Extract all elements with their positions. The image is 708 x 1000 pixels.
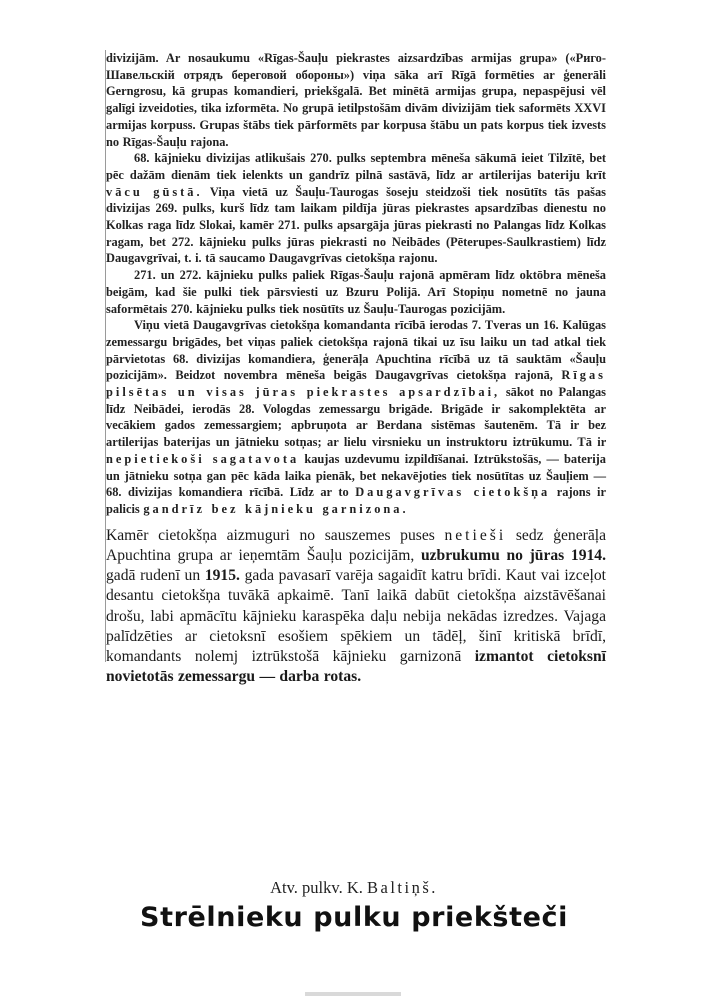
paragraph-4 (106, 317, 606, 517)
paragraph-5 (106, 526, 606, 688)
paragraph-2-text-a: 68. kājnieku divizijas atlikušais 270. pulks septembra mēneša sākumā ieiet Tilzītē, bet pēc dažām dienām tiek ielenkts un gandrīz pilnā sastāvā, līdz ar artilerijas bateriju krīt (106, 151, 606, 182)
paragraph-4-text-b: sākot no Palangas līdz Neibādei, ierodās 28. Vologdas zemessargu brigāde. Brigāde ir sakomplektēta ar vecākiem gados zemessargiem; apbruņota ar Berdana sistēmas šautenēm. Tā ir bez artilerijas baterijas un jātnieku sotņas; ar lielu virsnieku un instruktoru iztrūkumu. Tā ir (106, 385, 606, 450)
paragraph-5-bold-1: uzbrukumu no jūras 1914. (420, 546, 606, 564)
paragraph-2 (106, 150, 606, 267)
paragraph-4-text-a: Viņu vietā Daugavgrīvas cietokšņa komandanta rīcībā ierodas 7. Tveras un 16. Kalūgas zemessargu brigādes, bet viņas paliek cietokšņa rajonā tikai uz īsu laiku un tad atkal tiek pārvietotas 68. divizijas komandiera, ģenerāļa Apuchtina rīcībā uz tā sauktām «Šauļu pozicijām». Beidzot novembra mēneša beigās Daugavgrīvas cietokšņa rajonā, (106, 318, 606, 383)
paragraph-5-text-d: gada pavasarī varēja sagaidīt katru brīdi. Kaut vai izceļot desantu cietokšņa tuvākā apkaimē. Tanī laikā dabūt cietokšņa aizstāvēšanai drošu, labi apmācītu kājnieku karaspēka daļu nebija nekādas izredzes. Vajaga palīdzēties ar cietoksnī esošiem spēkiem un tādēļ, šinī kritiskā brīdī, komandants nolemj iztrūkstošā kājnieku garnizonā (106, 567, 606, 665)
paragraph-4-text-c: kaujas uzdevumu izpildīšanai. Iztrūkstošās, — baterija un jātnieku sotņa gan pēc kāda laika pienāk, bet nekavējoties tiek nosūtītas uz Šauļiem — 68. divizijas komandiera rīcībā. Līdz ar to (106, 451, 606, 500)
paragraph-2-text-b: Viņa vietā uz Šauļu-Taurogas šoseju steidzoši tiek nosūtīts tās pašas divizijas 269. pulks, kurš līdz tam laikam pildīja jūras piekrastes apsardzības dienestu no Kolkas raga līdz Slokai, kamēr 271. pulks apsargāja jūras piekrasti no Palangas līdz Kolkas ragam, bet 272. kājnieku pulks jūras piekrasti no Neibādes (Pēterupes-Saulkrastiem) līdz Daugavgrīvai, t. i. tā saucamo Daugavgrīvas cietokšņa rajonu. (106, 184, 606, 266)
paragraph-3-text: 271. un 272. kājnieku pulks paliek Rīgas-Šauļu rajonā apmēram līdz oktōbra mēneša beigām, kad šie pulki tiek pārsviesti uz Bzuru Poliјā. Arī Stopiņu nometnē no jauna saformētais 270. kājnieku pulks tiek nosūtīts uz Šauļu-Taurogas pozicijām. (106, 268, 606, 316)
paragraph-4-spaced-2: nepietiekoši sagatavota (106, 451, 300, 466)
paragraph-5-bold-3: izmantot cietoksnī novietotās zemessargu — darba rotas. (106, 647, 606, 686)
author-name: Baltiņš. (366, 878, 438, 897)
paragraph-1-text: divizijām. Ar nosaukumu «Rīgas-Šauļu piekrastes aizsardzības armijas grupa» («Риго-Шавельскій отрядъ береговой обороны») viņa sāka arī Rīgā formēties ar ģenerāli Gerngrosu, kā grupas komandieri, priekšgalā. Bet minētā armijas grupa, nepaspējusi vēl galīgi izveidoties, tika izformēta. No grupā ietilpstošām divām divizijām tiek saformēts XXVI armijas korpuss. Grupas štābs tiek pārformēts par korpusa štābu un pats korpus tiek izvests no Rīgas-Šauļu rajona. (106, 51, 606, 149)
paragraph-4-spaced-4: gandrīz bez kājnieku garnizona. (143, 501, 409, 516)
paragraph-5-text-c: gadā rudenī un (106, 567, 201, 585)
author-prefix: Atv. pulkv. K. (270, 878, 363, 897)
paragraph-4-spaced-3: Daugavgrīvas cietokšņa (355, 485, 551, 500)
paragraph-5-spaced: netieši (444, 526, 507, 544)
article-headline: Strēlnieku pulku priekšteči (140, 902, 568, 933)
paragraph-5-text-b: sedz ģenerāļa Apuchtina grupa ar ieņemtām Šauļu pozicijām, (106, 526, 606, 564)
paragraph-2-spaced: vācu gūstā. (106, 184, 203, 199)
article-body (106, 50, 606, 687)
page-bottom-mark (305, 992, 401, 996)
paragraph-4-spaced-1: Rīgas pilsētas un visas jūras piekrastes apsardzībai, (106, 368, 606, 400)
author-signature (0, 878, 708, 898)
paragraph-3 (106, 267, 606, 317)
paragraph-1 (106, 50, 606, 150)
paragraph-5-text-a: Kamēr cietokšņa aizmuguri no sauszemes puses (106, 526, 435, 544)
paragraph-5-bold-2: 1915. (204, 567, 240, 585)
paragraph-4-text-d: rajons ir palicis (106, 485, 606, 516)
